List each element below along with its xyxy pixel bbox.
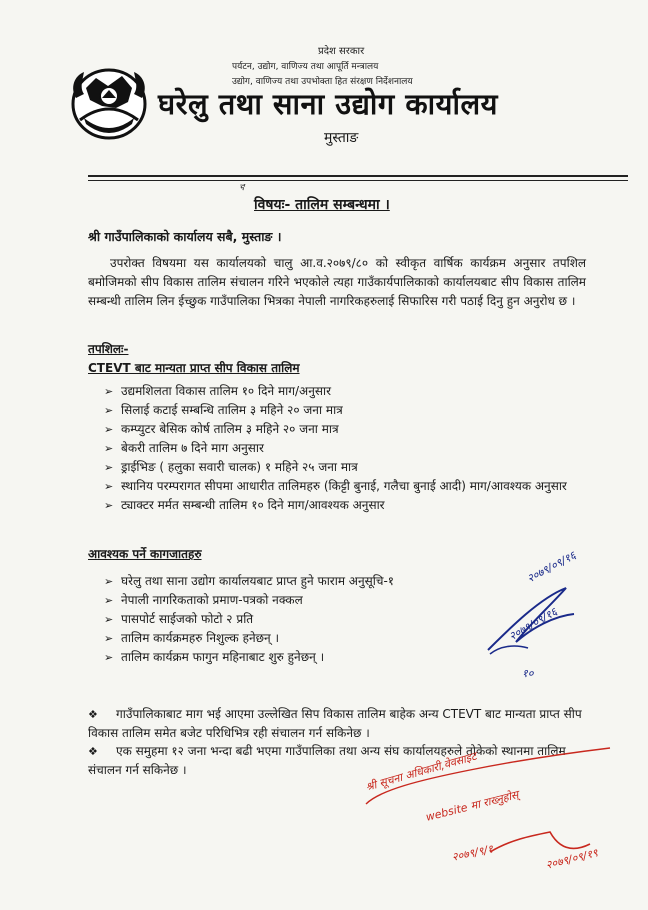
red-scribble [360, 740, 648, 910]
note-2: ❖ एक समुहमा १२ जना भन्दा बढी भएमा गाउँपालिका तथा अन्य संघ कार्यालयहरुले तोकेको स्थानमा तालिम संचालन गर्न सकिनेछ । [88, 744, 566, 777]
signature-block [470, 548, 630, 698]
list-item: ➢ स्थानिय परम्परागत सीपमा आधारीत तालिमहरु (किट्टी बुनाई, गलैचा बुनाई आदी) माग/आवश्यक अनुसार [104, 477, 574, 496]
list-item: ➢ सिलाई कटाई सम्बन्धि तालिम ३ महिने २० जना मात्र [104, 401, 574, 420]
arrow-bullet-icon: ➢ [104, 461, 114, 474]
list-item: ➢ ड्राईभिङ ( हलुका सवारी चालक) १ महिने २५ जना मात्र [104, 458, 574, 477]
list-item: ➢ बेकरी तालिम ७ दिने माग अनुसार [104, 439, 574, 458]
list-item: ➢ नेपाली नागरिकताको प्रमाण-पत्रको नक्कल [104, 591, 504, 610]
arrow-bullet-icon: ➢ [104, 499, 114, 512]
arrow-bullet-icon: ➢ [104, 480, 114, 493]
handwritten-number: १० [522, 667, 534, 680]
handwritten-endorsement [360, 740, 648, 910]
nepal-emblem-logo [66, 58, 152, 144]
header-directorate: उद्योग, वाणिज्य तथा उपभोक्ता हित संरक्षण निर्देशनालय [232, 77, 413, 87]
district-name: मुस्ताङ [324, 130, 359, 146]
subject-line: विषयः- तालिम सम्बन्धमा । [254, 197, 390, 213]
arrow-bullet-icon: ➢ [104, 442, 114, 455]
diamond-bullet-icon: ❖ [88, 708, 98, 721]
header-divider-thin [88, 180, 628, 181]
documents-heading: आवश्यक पर्ने कागजातहरु [88, 547, 202, 561]
arrow-bullet-icon: ➢ [104, 613, 114, 626]
header-divider [88, 175, 628, 177]
documents-list [104, 572, 504, 667]
arrow-bullet-icon: ➢ [104, 385, 114, 398]
arrow-bullet-icon: ➢ [104, 404, 114, 417]
header-ministry: पर्यटन, उद्योग, वाणिज्य तथा आपूर्ति मन्त्रालय [232, 62, 379, 72]
body-paragraph: उपरोक्त विषयमा यस कार्यालयको चालु आ.व.२०७९/८० को स्वीकृत वार्षिक कार्यक्रम अनुसार तपशिल बमोजिमको सीप विकास तालिम संचालन गरिने भएकोले त्यहा गाउँकार्यपालिकाको कार्यालयबाट सीप विकास तालिम सम्बन्धी तालिम लिन ईच्छुक गाउँपालिका भित्रका नेपाली नागरिकहरुलाई सिफारिस गरी पठाई दिनु हुन अनुरोध छ । [88, 256, 586, 308]
list-item: ➢ कम्प्युटर बेसिक कोर्ष तालिम ३ महिने २० जना मात्र [104, 420, 574, 439]
handwritten-date-1: २०७९/०९/१६ [524, 548, 578, 586]
list-item: ➢ घरेलु तथा साना उद्योग कार्यालयबाट प्राप्त हुने फाराम अनुसूचि-१ [104, 572, 504, 591]
arrow-bullet-icon: ➢ [104, 594, 114, 607]
arrow-bullet-icon: ➢ [104, 575, 114, 588]
red-note-2: website मा राख्नुहोस् [424, 788, 520, 824]
training-list [104, 382, 574, 515]
arrow-bullet-icon: ➢ [104, 423, 114, 436]
list-item: ➢ तालिम कार्यक्रमहरु निशुल्क हनेछन् । [104, 629, 504, 648]
ctevt-heading: CTEVT बाट मान्यता प्राप्त सीप विकास तालिम [88, 361, 300, 375]
signature-scribble [470, 558, 630, 698]
pen-mark: ኛ [240, 183, 246, 193]
list-item: ➢ तालिम कार्यक्रम फागुन महिनाबाट शुरु हुनेछन् । [104, 648, 504, 667]
note-1: ❖ गाउँपालिकाबाट माग भई आएमा उल्लेखित सिप विकास तालिम बाहेक अन्य CTEVT बाट मान्यता प्राप्त सीप विकास तालिम समेत बजेट परिधिभित्र रही संचालन गर्न सकिनेछ । [88, 707, 582, 740]
red-note-1: श्री सूचना अधिकारी,वेवसाइट [364, 749, 478, 794]
list-item: ➢ ट्याक्टर मर्मत सम्बन्धी तालिम १० दिने माग/आवश्यक अनुसार [104, 496, 574, 515]
red-note-4: २०७९/०९/१९ [544, 846, 600, 872]
arrow-bullet-icon: ➢ [104, 632, 114, 645]
list-item: ➢ उद्यमशिलता विकास तालिम १० दिने माग/अनुसार [104, 382, 574, 401]
header-government: प्रदेश सरकार [318, 46, 365, 57]
handwritten-date-2: २०७९/०९/१६ [506, 605, 560, 644]
list-item: ➢ पासपोर्ट साईजको फोटो २ प्रति [104, 610, 504, 629]
arrow-bullet-icon: ➢ [104, 651, 114, 664]
office-title: घरेलु तथा साना उद्योग कार्यालय [158, 87, 498, 121]
diamond-bullet-icon: ❖ [88, 745, 98, 758]
details-heading: तपशिलः- [88, 342, 129, 356]
addressee: श्री गाउँपालिकाको कार्यालय सबै, मुस्ताङ । [88, 229, 282, 244]
red-note-3: २०७९/९/१ [450, 842, 495, 864]
